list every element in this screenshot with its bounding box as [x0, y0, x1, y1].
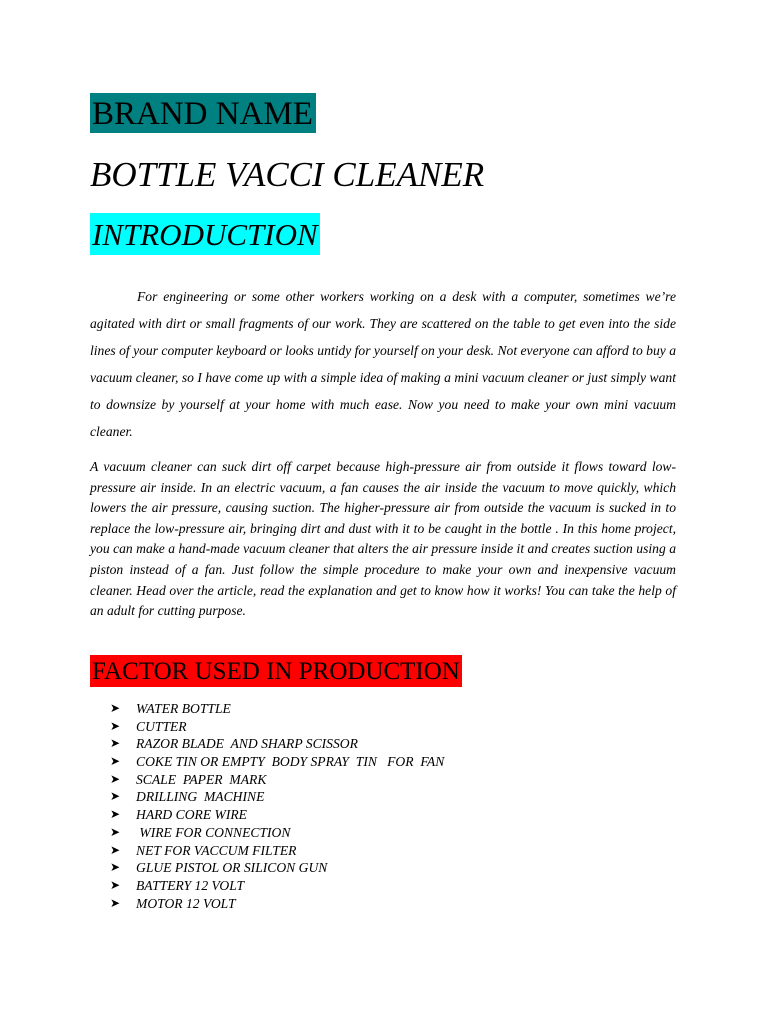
factor-item-label: CUTTER: [136, 718, 187, 734]
factor-item-label: BATTERY 12 VOLT: [136, 877, 245, 893]
arrowhead-bullet-icon: ➤: [110, 736, 121, 751]
list-item: [110, 735, 444, 753]
factor-item-label: DRILLING MACHINE: [136, 789, 265, 805]
product-title: BOTTLE VACCI CLEANER: [90, 155, 485, 194]
factor-item-label: MOTOR 12 VOLT: [136, 895, 236, 911]
list-item: [110, 824, 444, 842]
introduction-heading: INTRODUCTION: [90, 213, 320, 255]
factor-item-label: GLUE PISTOL OR SILICON GUN: [136, 860, 328, 876]
arrowhead-bullet-icon: ➤: [110, 718, 121, 733]
factor-item-label: WATER BOTTLE: [136, 701, 231, 716]
factor-item-label: COKE TIN OR EMPTY BODY SPRAY TIN FOR FAN: [136, 754, 445, 770]
factor-item-label: HARD CORE WIRE: [136, 807, 247, 823]
list-item: [110, 806, 444, 824]
list-item: [110, 842, 444, 860]
factor-item-label: SCALE PAPER MARK: [136, 771, 267, 787]
factor-list: [110, 700, 444, 912]
list-item: [110, 771, 444, 789]
list-item: [110, 788, 444, 806]
arrowhead-bullet-icon: ➤: [110, 789, 121, 804]
arrowhead-bullet-icon: ➤: [110, 842, 121, 857]
arrowhead-bullet-icon: ➤: [110, 807, 121, 822]
arrowhead-bullet-icon: ➤: [110, 824, 121, 839]
list-item: [110, 877, 444, 895]
factor-item-label: RAZOR BLADE AND SHARP SCISSOR: [136, 736, 358, 752]
factor-item-label: WIRE FOR CONNECTION: [136, 824, 291, 840]
arrowhead-bullet-icon: ➤: [110, 860, 121, 875]
arrowhead-bullet-icon: ➤: [110, 877, 121, 892]
arrowhead-bullet-icon: ➤: [110, 754, 121, 769]
intro-paragraph-1: For engineering or some other workers working on a desk with a computer, sometimes we’re agitated with dirt or small fragments of our work. They are scattered on the table to get even into the side lines of your computer keyboard or looks untidy for yourself on your desk. Not everyone can afford to buy a vacuum cleaner, so I have come up with a simple idea of making a mini vacuum cleaner or just simply want to downsize by yourself at your home with much ease. Now you need to make your own mini vacuum cleaner.: [90, 289, 676, 439]
intro-paragraph-2: A vacuum cleaner can suck dirt off carpet because high-pressure air from outside it flows toward low-pressure air inside. In an electric vacuum, a fan causes the air inside the vacuum to move quickly, which lowers the air pressure, causing suction. The higher-pressure air from outside the vacuum is sucked in to replace the low-pressure air, bringing dirt and dust with it to be caught in the bottle . In this home project, you can make a hand-made vacuum cleaner that alters the air pressure inside it and creates suction using a piston instead of a fan. Just follow the simple procedure to make your own and inexpensive vacuum cleaner. Head over the article, read the explanation and get to know how it works! You can take the help of an adult for cutting purpose.: [90, 459, 676, 619]
list-item: [110, 753, 444, 771]
arrowhead-bullet-icon: ➤: [110, 701, 121, 715]
brand-name-heading: BRAND NAME: [90, 93, 316, 133]
factors-heading: FACTOR USED IN PRODUCTION: [90, 655, 462, 687]
factor-item-label: NET FOR VACCUM FILTER: [136, 842, 297, 858]
arrowhead-bullet-icon: ➤: [110, 895, 121, 910]
arrowhead-bullet-icon: ➤: [110, 771, 121, 786]
list-item: [110, 859, 444, 877]
list-item: [110, 718, 444, 736]
list-item: [110, 700, 444, 718]
list-item: [110, 895, 444, 913]
